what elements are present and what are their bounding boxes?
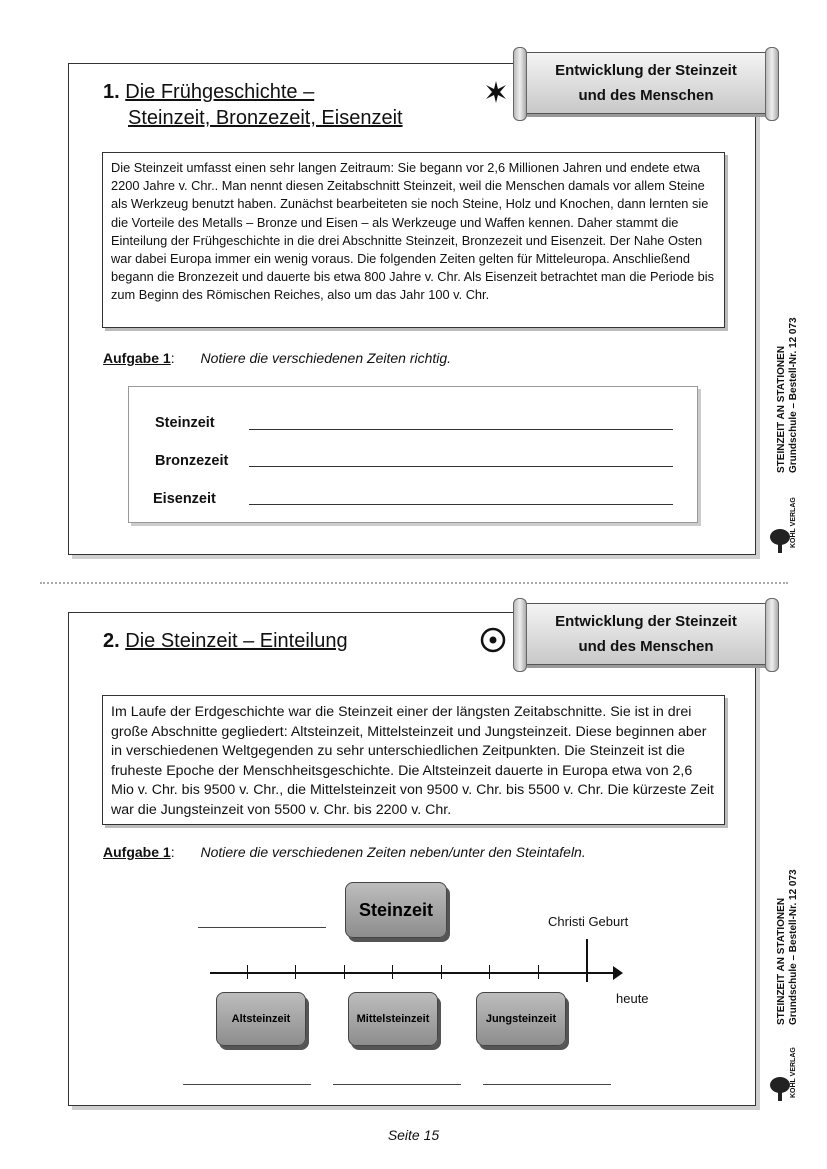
answer-line-bronzezeit[interactable] — [249, 466, 673, 467]
write-line-steinzeit[interactable] — [198, 927, 326, 928]
task-colon: : — [170, 350, 175, 366]
task-label: Aufgabe 1 — [103, 350, 171, 366]
section-number: 2. — [103, 630, 120, 652]
answer-box — [128, 386, 698, 523]
page-number: Seite 15 — [387, 1127, 440, 1143]
info-text-2: Im Laufe der Erdgeschichte war die Steinzeit einer der längsten Zeitabschnitte. Sie ist in drei große Abschnitte gegliedert: Altsteinzeit, Mittelsteinzeit und Jungsteinzeit. Diese beginnen aber in verschiedenen Weltgegenden zu sehr unterschiedlichen Zeitpunkten. Die Steinzeit ist die fruheste Epoche der Menschheitsgeschichte. Die Altsteinzeit dauerte in Europa etwa von 2,6 Mio v. Chr. bis 9500 v. Chr., die Mittelsteinzeit von 9500 v. Chr. bis 5500 v. Chr. Die kürzeste Zeit war die Jungsteinzeit von 5500 v. Chr. bis 2200 v. Chr. — [102, 695, 725, 825]
side-line-2: Grundschule – Bestell-Nr. 12 073 — [788, 317, 799, 473]
timeline-tick — [489, 965, 490, 979]
tree-logo-icon — [769, 528, 791, 554]
task-text: Notiere die verschiedenen Zeiten richtig. — [200, 350, 452, 366]
side-line-1: STEINZEIT AN STATIONEN — [776, 345, 787, 473]
scroll-curl-left — [513, 598, 527, 672]
task-colon: : — [170, 844, 175, 860]
write-line-jungsteinzeit[interactable] — [483, 1084, 611, 1085]
side-line-2: Grundschule – Bestell-Nr. 12 073 — [788, 869, 799, 1025]
title-line-2: Steinzeit, Bronzezeit, Eisenzeit — [128, 107, 403, 129]
timeline-tick — [247, 965, 248, 979]
topic-banner-1 — [520, 52, 772, 114]
side-publisher-text-2 — [776, 765, 800, 1025]
stone-tablet-altsteinzeit: Altsteinzeit — [216, 992, 306, 1046]
banner-line-1: Entwicklung der Steinzeit — [555, 613, 737, 630]
answer-line-steinzeit[interactable] — [249, 429, 673, 430]
info-text-1: Die Steinzeit umfasst einen sehr langen Zeitraum: Sie begann vor 2,6 Millionen Jahren und endete etwa 2200 Jahre v. Chr.. Man nennt diesen Zeitabschnitt Steinzeit, weil die Menschen damals vor allem Steine als Werkzeug benutzt haben. Zunächst bearbeiteten sie noch Steine, Holz und Knochen, dann lernten sie die Vorteile des Metalls – Bronze und Eisen – als Werkzeuge und Waffen kennen. Daher stammt die Einteilung der Frühgeschichte in die drei Abschnitte Steinzeit, Bronzezeit und Eisenzeit. Der Nahe Osten war dabei Europa immer ein wenig voraus. Die folgenden Zeiten gelten für Mitteleuropa. Anschließend begann die Bronzezeit und dauerte bis etwa 800 Jahre v. Chr. Als Eisenzeit betrachtet man die Periode bis zum Beginn des Römischen Reiches, also um das Jahr 100 v. Chr. — [102, 152, 725, 328]
section-2-title — [103, 628, 348, 654]
answer-label-steinzeit: Steinzeit — [155, 415, 215, 431]
publisher-logo-2: KOHL VERLAG — [790, 1047, 797, 1098]
title-text: Die Steinzeit – Einteilung — [125, 630, 348, 652]
answer-label-bronzezeit: Bronzezeit — [155, 453, 229, 469]
task-1 — [103, 350, 451, 366]
scroll-curl-left — [513, 47, 527, 121]
christi-geburt-label: Christi Geburt — [548, 914, 629, 929]
timeline-tick — [295, 965, 296, 979]
timeline-tick — [344, 965, 345, 979]
timeline-axis — [210, 972, 615, 974]
write-line-altsteinzeit[interactable] — [183, 1084, 311, 1085]
title-line-1: Die Frühgeschichte – — [125, 81, 315, 103]
page-divider — [40, 582, 788, 584]
answer-line-eisenzeit[interactable] — [249, 504, 673, 505]
heute-label: heute — [616, 991, 649, 1006]
banner-line-2: und des Menschen — [578, 638, 714, 655]
stone-tablet-steinzeit: Steinzeit — [345, 882, 447, 938]
banner-line-2: und des Menschen — [578, 87, 714, 104]
topic-banner-2 — [520, 603, 772, 665]
write-line-mittelsteinzeit[interactable] — [333, 1084, 461, 1085]
scroll-curl-right — [765, 47, 779, 121]
tree-logo-icon — [769, 1076, 791, 1102]
task-2 — [103, 844, 586, 860]
target-icon — [480, 627, 506, 653]
star-icon — [484, 80, 508, 104]
side-line-1: STEINZEIT AN STATIONEN — [776, 897, 787, 1025]
task-text: Notiere die verschiedenen Zeiten neben/unter den Steintafeln. — [200, 844, 586, 860]
timeline-arrow — [613, 966, 623, 980]
stone-tablet-jungsteinzeit: Jungsteinzeit — [476, 992, 566, 1046]
timeline-tick — [441, 965, 442, 979]
task-label: Aufgabe 1 — [103, 844, 171, 860]
banner-line-1: Entwicklung der Steinzeit — [555, 62, 737, 79]
answer-label-eisenzeit: Eisenzeit — [153, 491, 216, 507]
section-number: 1. — [103, 81, 120, 103]
timeline-tick — [392, 965, 393, 979]
publisher-logo-1: KOHL VERLAG — [790, 497, 797, 548]
side-publisher-text-1 — [776, 213, 800, 473]
stone-tablet-mittelsteinzeit: Mittelsteinzeit — [348, 992, 438, 1046]
scroll-curl-right — [765, 598, 779, 672]
section-1-title — [103, 79, 403, 131]
timeline-tick — [538, 965, 539, 979]
christi-geburt-marker — [586, 939, 588, 982]
